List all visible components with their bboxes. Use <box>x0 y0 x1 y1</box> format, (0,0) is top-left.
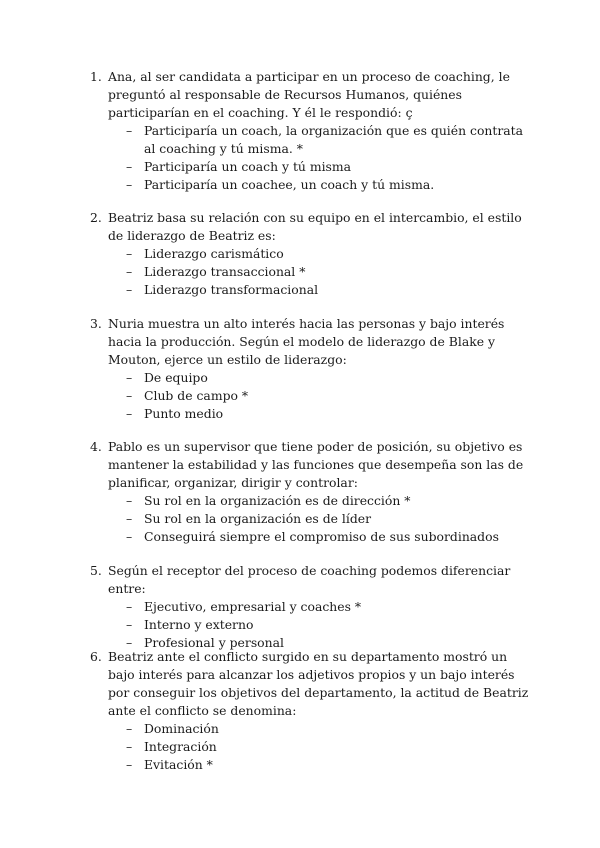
option-list <box>126 122 530 194</box>
question-3 <box>90 315 530 423</box>
question-text: Beatriz basa su relación con su equipo en el intercambio, el estilo de liderazgo de Beatriz es: <box>108 210 522 243</box>
question-number: 1. <box>90 69 102 84</box>
dash-bullet: – <box>126 599 133 614</box>
option-text: Profesional y personal <box>144 635 284 650</box>
option-item <box>126 263 530 281</box>
option-item <box>126 756 530 774</box>
question-text: Según el receptor del proceso de coaching podemos diferenciar entre: <box>108 563 511 596</box>
option-text: Su rol en la organización es de líder <box>144 511 372 526</box>
dash-bullet: – <box>126 123 133 138</box>
option-text: Club de campo * <box>144 388 249 403</box>
question-text: Nuria muestra un alto interés hacia las personas y bajo interés hacia la producción. Según el modelo de liderazgo de Blake y Mouton, ejerce un estilo de liderazgo: <box>108 316 505 367</box>
option-item <box>126 492 530 510</box>
option-list <box>126 245 530 299</box>
option-item <box>126 369 530 387</box>
option-item <box>126 122 530 158</box>
option-text: Participaría un coachee, un coach y tú misma. <box>144 177 435 192</box>
dash-bullet: – <box>126 721 133 736</box>
option-item <box>126 738 530 756</box>
option-item <box>126 281 530 299</box>
option-text: Participaría un coach, la organización que es quién contrata al coaching y tú misma. * <box>144 123 524 156</box>
question-5 <box>90 562 530 652</box>
dash-bullet: – <box>126 388 133 403</box>
dash-bullet: – <box>126 370 133 385</box>
dash-bullet: – <box>126 493 133 508</box>
dash-bullet: – <box>126 635 133 650</box>
option-list <box>126 598 530 652</box>
dash-bullet: – <box>126 739 133 754</box>
dash-bullet: – <box>126 159 133 174</box>
option-text: Punto medio <box>144 406 224 421</box>
option-item <box>126 405 530 423</box>
option-text: Ejecutivo, empresarial y coaches * <box>144 599 362 614</box>
question-text: Ana, al ser candidata a participar en un proceso de coaching, le preguntó al responsable de Recursos Humanos, quiénes participarían en el coaching. Y él le respondió: ç <box>108 69 510 120</box>
dash-bullet: – <box>126 617 133 632</box>
option-list <box>126 492 530 546</box>
option-text: Participaría un coach y tú misma <box>144 159 352 174</box>
option-item <box>126 528 530 546</box>
question-number: 4. <box>90 439 102 454</box>
option-list <box>126 369 530 423</box>
option-item <box>126 598 530 616</box>
option-item <box>126 616 530 634</box>
dash-bullet: – <box>126 177 133 192</box>
question-4 <box>90 438 530 546</box>
option-item <box>126 510 530 528</box>
option-item <box>126 158 530 176</box>
option-text: Liderazgo carismático <box>144 246 284 261</box>
option-text: Evitación * <box>144 757 213 772</box>
option-item <box>126 176 530 194</box>
question-text: Pablo es un supervisor que tiene poder de posición, su objetivo es mantener la estabilidad y las funciones que desempeña son las de planificar, organizar, dirigir y controlar: <box>108 439 524 490</box>
question-2 <box>90 209 530 299</box>
question-text: Beatriz ante el conflicto surgido en su departamento mostró un bajo interés para alcanzar los adjetivos propios y un bajo interés por conseguir los objetivos del departamento, la actitud de Beatriz ante el conflicto se denomina: <box>108 649 529 718</box>
dash-bullet: – <box>126 757 133 772</box>
question-number: 6. <box>90 649 102 664</box>
question-6 <box>90 648 530 774</box>
option-text: Liderazgo transformacional <box>144 282 319 297</box>
option-text: Su rol en la organización es de dirección * <box>144 493 411 508</box>
option-text: Interno y externo <box>144 617 254 632</box>
option-item <box>126 245 530 263</box>
dash-bullet: – <box>126 264 133 279</box>
question-number: 2. <box>90 210 102 225</box>
option-list <box>126 720 530 774</box>
dash-bullet: – <box>126 246 133 261</box>
option-item <box>126 387 530 405</box>
dash-bullet: – <box>126 406 133 421</box>
option-text: Dominación <box>144 721 219 736</box>
dash-bullet: – <box>126 511 133 526</box>
option-item <box>126 720 530 738</box>
question-number: 3. <box>90 316 102 331</box>
dash-bullet: – <box>126 529 133 544</box>
option-text: Conseguirá siempre el compromiso de sus subordinados <box>144 529 499 544</box>
option-text: Integración <box>144 739 217 754</box>
question-1 <box>90 68 530 194</box>
option-text: Liderazgo transaccional * <box>144 264 306 279</box>
dash-bullet: – <box>126 282 133 297</box>
option-text: De equipo <box>144 370 208 385</box>
question-number: 5. <box>90 563 102 578</box>
